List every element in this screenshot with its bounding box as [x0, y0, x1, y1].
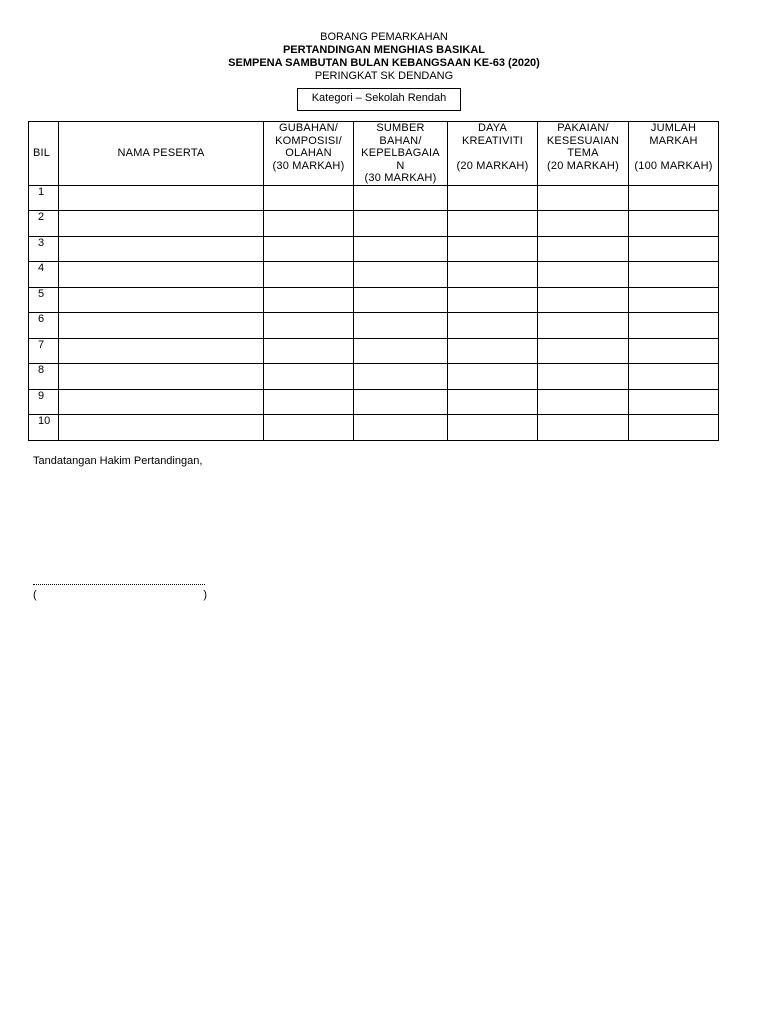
table-row: [29, 415, 719, 441]
column-header-line: KESESUAIAN: [546, 134, 620, 147]
row-number: 4: [29, 262, 59, 288]
column-header-line: OLAHAN: [285, 147, 332, 159]
level-title: PERINGKAT SK DENDANG: [314, 70, 454, 82]
cell-sumber-bahan[interactable]: [354, 338, 448, 364]
row-number: 9: [29, 389, 59, 415]
competition-title: PERTANDINGAN MENGHIAS BASIKAL: [282, 44, 486, 56]
column-header-line: (100 MARKAH): [634, 159, 713, 172]
column-header-line: N: [396, 159, 405, 172]
column-header-line: (30 MARKAH): [364, 172, 437, 184]
cell-nama-peserta[interactable]: [59, 236, 264, 262]
table-row: [29, 262, 719, 288]
cell-daya-kreativiti[interactable]: [448, 287, 538, 313]
cell-nama-peserta[interactable]: [59, 389, 264, 415]
cell-nama-peserta[interactable]: [59, 338, 264, 364]
cell-sumber-bahan[interactable]: [354, 287, 448, 313]
column-header-line: KOMPOSISI/: [275, 134, 342, 147]
column-header-sumber-bahan: [354, 122, 448, 186]
cell-daya-kreativiti[interactable]: [448, 236, 538, 262]
column-header-line: BIL: [33, 147, 51, 159]
open-parenthesis: (: [33, 589, 37, 601]
cell-nama-peserta[interactable]: [59, 185, 264, 211]
cell-jumlah-markah[interactable]: [629, 185, 719, 211]
table-row: [29, 185, 719, 211]
cell-jumlah-markah[interactable]: [629, 364, 719, 390]
table-row: [29, 236, 719, 262]
column-header-bil: [29, 122, 59, 186]
cell-gubahan[interactable]: [264, 185, 354, 211]
cell-pakaian[interactable]: [538, 287, 629, 313]
column-header-line: JUMLAH: [650, 122, 697, 134]
table-row: [29, 211, 719, 237]
column-header-daya-kreativiti: [448, 122, 538, 186]
cell-sumber-bahan[interactable]: [354, 313, 448, 339]
cell-daya-kreativiti[interactable]: [448, 262, 538, 288]
cell-pakaian[interactable]: [538, 185, 629, 211]
cell-gubahan[interactable]: [264, 236, 354, 262]
cell-daya-kreativiti[interactable]: [448, 338, 538, 364]
cell-nama-peserta[interactable]: [59, 287, 264, 313]
column-header-line: DAYA: [477, 122, 508, 134]
table-row: [29, 338, 719, 364]
column-header-line: NAMA PESERTA: [117, 147, 205, 159]
cell-pakaian[interactable]: [538, 338, 629, 364]
column-header-line: PAKAIAN/: [557, 122, 609, 134]
table-row: [29, 364, 719, 390]
column-header-line: (30 MARKAH): [272, 159, 345, 172]
form-title: BORANG PEMARKAHAN: [320, 31, 448, 43]
cell-daya-kreativiti[interactable]: [448, 364, 538, 390]
table-row: [29, 287, 719, 313]
column-header-line: SUMBER: [376, 122, 425, 134]
column-header-line: TEMA: [567, 147, 599, 159]
cell-nama-peserta[interactable]: [59, 313, 264, 339]
row-number: 2: [29, 211, 59, 237]
document-header: [0, 31, 768, 83]
table-body: [29, 185, 719, 440]
cell-daya-kreativiti[interactable]: [448, 415, 538, 441]
column-header-line: BAHAN/: [379, 134, 422, 147]
cell-jumlah-markah[interactable]: [629, 389, 719, 415]
cell-jumlah-markah[interactable]: [629, 262, 719, 288]
cell-daya-kreativiti[interactable]: [448, 211, 538, 237]
cell-gubahan[interactable]: [264, 262, 354, 288]
row-number: 6: [29, 313, 59, 339]
cell-jumlah-markah[interactable]: [629, 338, 719, 364]
cell-gubahan[interactable]: [264, 389, 354, 415]
cell-jumlah-markah[interactable]: [629, 415, 719, 441]
cell-pakaian[interactable]: [538, 236, 629, 262]
cell-pakaian[interactable]: [538, 262, 629, 288]
cell-sumber-bahan[interactable]: [354, 185, 448, 211]
column-header-pakaian: [538, 122, 629, 186]
cell-jumlah-markah[interactable]: [629, 287, 719, 313]
cell-nama-peserta[interactable]: [59, 211, 264, 237]
cell-sumber-bahan[interactable]: [354, 236, 448, 262]
column-header-line: [629, 147, 718, 160]
column-header-gubahan: [264, 122, 354, 186]
column-header-line: (20 MARKAH): [547, 159, 619, 172]
occasion-title: SEMPENA SAMBUTAN BULAN KEBANGSAAN KE-63 (2020): [228, 57, 540, 69]
column-header-line: GUBAHAN/: [278, 122, 339, 134]
cell-nama-peserta[interactable]: [59, 415, 264, 441]
column-header-line: KEPELBAGAIA: [361, 147, 440, 159]
cell-jumlah-markah[interactable]: [629, 236, 719, 262]
row-number: 3: [29, 236, 59, 262]
column-header-line: (20 MARKAH): [456, 159, 529, 172]
row-number: 10: [29, 415, 59, 441]
cell-sumber-bahan[interactable]: [354, 262, 448, 288]
cell-jumlah-markah[interactable]: [629, 211, 719, 237]
score-table: [28, 121, 719, 441]
column-header-line: KREATIVITI: [461, 134, 524, 147]
cell-gubahan[interactable]: [264, 338, 354, 364]
cell-nama-peserta[interactable]: [59, 262, 264, 288]
cell-pakaian[interactable]: [538, 389, 629, 415]
row-number: 7: [29, 338, 59, 364]
column-header-line: MARKAH: [649, 134, 698, 147]
cell-sumber-bahan[interactable]: [354, 415, 448, 441]
category-label: Kategori – Sekolah Rendah: [311, 92, 447, 104]
signature-label: Tandatangan Hakim Pertandingan,: [33, 455, 203, 467]
cell-daya-kreativiti[interactable]: [448, 389, 538, 415]
signature-line[interactable]: [33, 578, 205, 585]
row-number: 5: [29, 287, 59, 313]
column-header-line: [448, 147, 537, 160]
cell-pakaian[interactable]: [538, 313, 629, 339]
cell-daya-kreativiti[interactable]: [448, 185, 538, 211]
table-row: [29, 389, 719, 415]
cell-pakaian[interactable]: [538, 211, 629, 237]
row-number: 1: [29, 185, 59, 211]
cell-sumber-bahan[interactable]: [354, 211, 448, 237]
signature-name-field[interactable]: [33, 589, 207, 601]
cell-sumber-bahan[interactable]: [354, 389, 448, 415]
row-number: 8: [29, 364, 59, 390]
cell-gubahan[interactable]: [264, 287, 354, 313]
table-header-row: [29, 122, 719, 186]
cell-jumlah-markah[interactable]: [629, 313, 719, 339]
category-box: [297, 88, 461, 111]
cell-gubahan[interactable]: [264, 313, 354, 339]
cell-pakaian[interactable]: [538, 364, 629, 390]
cell-nama-peserta[interactable]: [59, 364, 264, 390]
table-row: [29, 313, 719, 339]
column-header-jumlah-markah: [629, 122, 719, 186]
cell-gubahan[interactable]: [264, 211, 354, 237]
cell-daya-kreativiti[interactable]: [448, 313, 538, 339]
cell-sumber-bahan[interactable]: [354, 364, 448, 390]
close-parenthesis: ): [203, 589, 207, 601]
cell-gubahan[interactable]: [264, 415, 354, 441]
cell-gubahan[interactable]: [264, 364, 354, 390]
column-header-nama-peserta: [59, 122, 264, 186]
cell-pakaian[interactable]: [538, 415, 629, 441]
